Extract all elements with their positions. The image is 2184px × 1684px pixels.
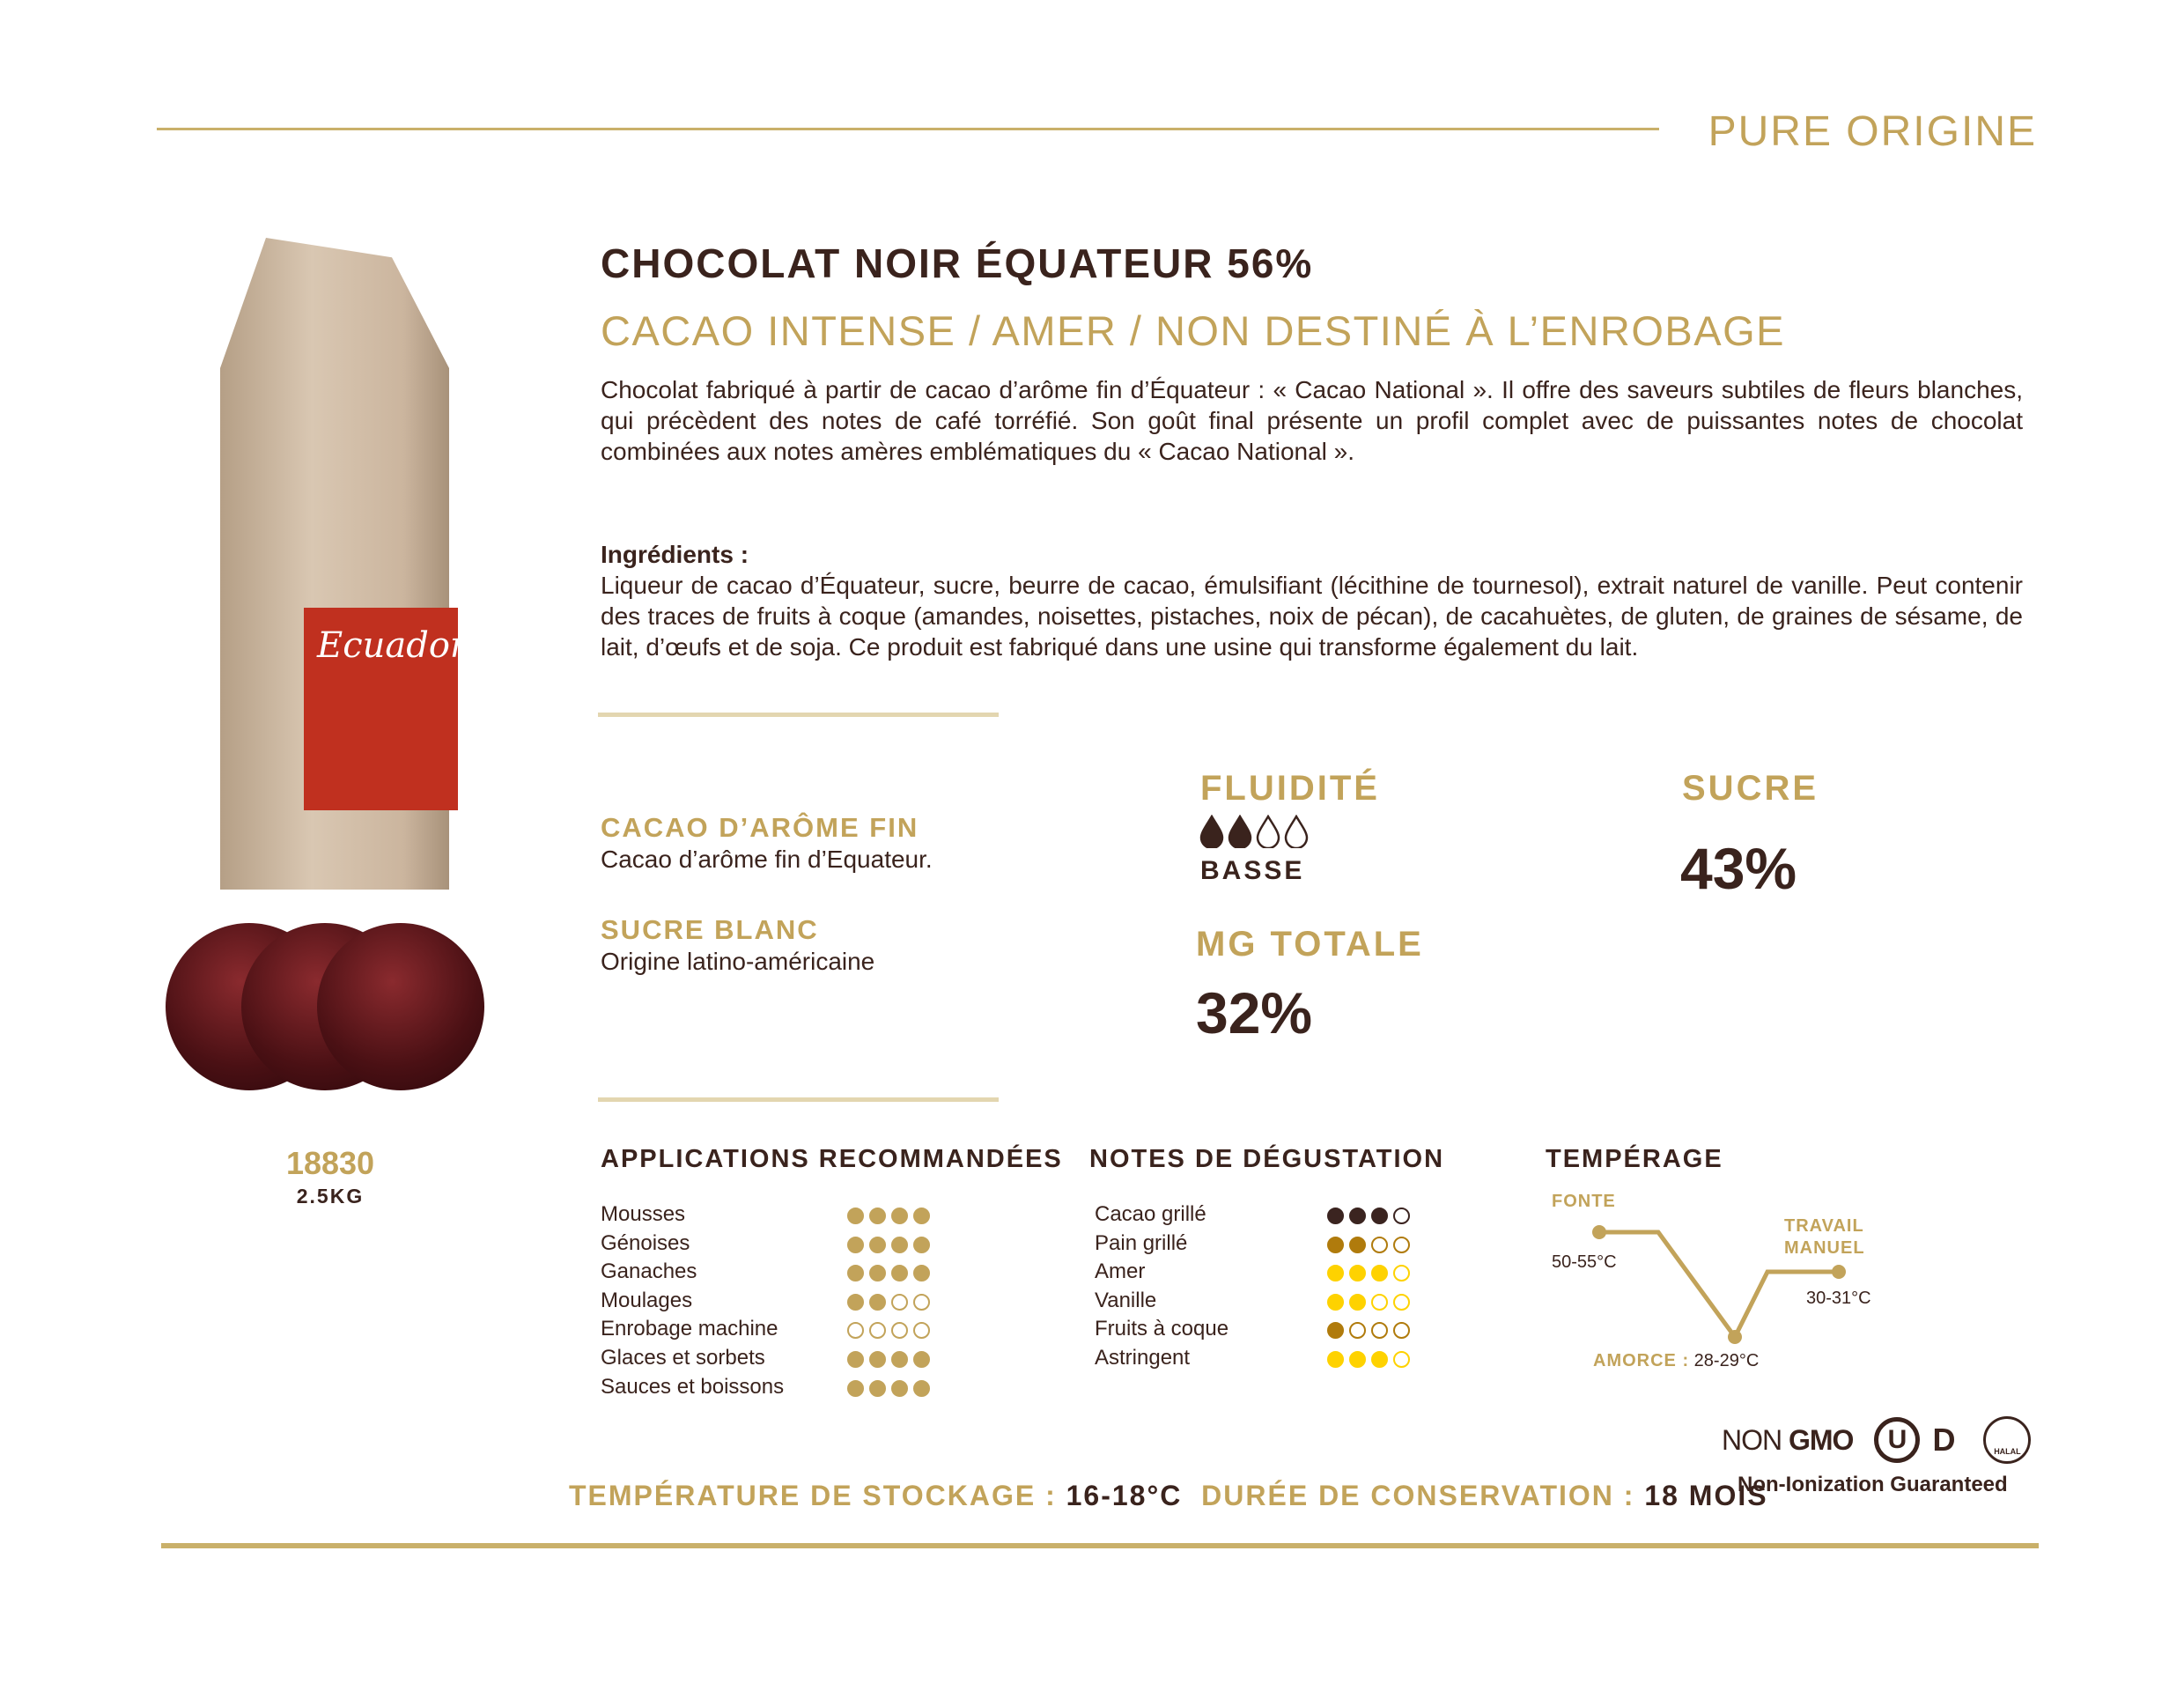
shelf-life-label: DURÉE DE CONSERVATION : [1201, 1480, 1635, 1511]
work-temp: 30-31°C [1806, 1289, 1871, 1308]
filled-dot [891, 1237, 908, 1253]
melt-point [1592, 1225, 1606, 1239]
filled-dot [869, 1294, 886, 1311]
application-label: Ganaches [601, 1259, 697, 1284]
gmo-text: GMO [1789, 1423, 1854, 1456]
filled-dot [1349, 1294, 1366, 1311]
filled-dot [847, 1294, 864, 1311]
kosher-ou-logo: U [1874, 1417, 1920, 1463]
work-point [1832, 1265, 1846, 1279]
filled-dot [1349, 1265, 1366, 1281]
application-rating [847, 1380, 930, 1397]
empty-dot [1371, 1322, 1388, 1339]
filled-dot [1327, 1294, 1344, 1311]
divider [598, 713, 999, 717]
chocolate-pistoles-image [166, 923, 484, 1094]
application-rating [847, 1294, 930, 1311]
empty-dot [1393, 1237, 1410, 1253]
tasting-note-rating [1327, 1322, 1410, 1339]
application-label: Sauces et boissons [601, 1374, 785, 1399]
filled-dot [891, 1351, 908, 1368]
tasting-note-rating [1327, 1294, 1410, 1311]
empty-dot [847, 1322, 864, 1339]
application-rating [847, 1265, 930, 1281]
filled-dot [1327, 1265, 1344, 1281]
empty-dot [1393, 1265, 1410, 1281]
empty-dot [891, 1322, 908, 1339]
filled-dot [913, 1380, 930, 1397]
filled-dot [913, 1265, 930, 1281]
product-description: Chocolat fabriqué à partir de cacao d’arôme fin d’Équateur : « Cacao National ». Il offre des saveurs subtiles de fleurs blanches, qui précèdent des notes de café torréfié. Son goût final présente un profil complet avec de puissantes notes de chocolat combinées aux notes amères emblématiques du « Cacao National ». [601, 376, 2023, 465]
filled-dot [913, 1237, 930, 1253]
empty-dot [869, 1322, 886, 1339]
filled-dot [1349, 1208, 1366, 1224]
filled-dot [1327, 1322, 1344, 1339]
empty-dot [1371, 1294, 1388, 1311]
filled-dot [891, 1380, 908, 1397]
storage-footer [569, 1480, 1768, 1512]
filled-dot [869, 1351, 886, 1368]
seed-label: AMORCE : [1593, 1351, 1690, 1370]
filled-dot [847, 1380, 864, 1397]
application-rating [847, 1208, 930, 1224]
empty-dot [1371, 1237, 1388, 1253]
filled-dot [869, 1380, 886, 1397]
filled-dot [869, 1208, 886, 1224]
application-label: Moulages [601, 1288, 693, 1312]
filled-dot [847, 1208, 864, 1224]
work-label-2: MANUEL [1784, 1238, 1865, 1258]
filled-dot [1327, 1237, 1344, 1253]
filled-dot [869, 1265, 886, 1281]
shelf-life-value: 18 MOIS [1644, 1480, 1768, 1511]
empty-dot [1393, 1294, 1410, 1311]
drop-icon [1199, 815, 1224, 848]
tasting-note-label: Fruits à coque [1095, 1317, 1229, 1341]
halal-logo: HALAL [1983, 1416, 2031, 1464]
tempering-title: TEMPÉRAGE [1546, 1145, 1723, 1173]
seed-temp: 28-29°C [1693, 1351, 1760, 1370]
sugar-type-title: SUCRE BLANC [601, 914, 819, 945]
ingredients-text: Liqueur de cacao d’Équateur, sucre, beurre de cacao, émulsifiant (lécithine de tournesol), extrait naturel de vanille. Peut contenir des traces de fruits à coque (amandes, noisettes, pistaches, noix de pécan), de cacahuètes, de gluten, de graines de sésame, de lait, d’œufs et de soja. Ce produit est fabriqué dans une usine qui transforme également du lait. [601, 572, 2023, 661]
tasting-note-rating [1327, 1351, 1410, 1368]
application-rating [847, 1237, 930, 1253]
tasting-note-label: Cacao grillé [1095, 1202, 1206, 1226]
filled-dot [913, 1351, 930, 1368]
application-rating [847, 1351, 930, 1368]
bottom-rule [161, 1543, 2039, 1548]
cacao-title: CACAO D’ARÔME FIN [601, 812, 919, 843]
empty-dot [913, 1322, 930, 1339]
application-rating [847, 1322, 930, 1339]
non-ionization-label: Non-Ionization Guaranteed [1738, 1473, 2008, 1496]
ingredients-label: Ingrédients : [601, 541, 749, 568]
sugar-type-text: Origine latino-américaine [601, 948, 875, 975]
storage-value: 16-18°C [1066, 1480, 1183, 1511]
tasting-note-label: Vanille [1095, 1288, 1157, 1312]
empty-dot [913, 1294, 930, 1311]
product-title: CHOCOLAT NOIR ÉQUATEUR 56% [601, 240, 1314, 286]
empty-dot [1393, 1351, 1410, 1368]
filled-dot [1327, 1208, 1344, 1224]
filled-dot [1371, 1351, 1388, 1368]
melt-label: FONTE [1552, 1192, 1616, 1211]
fat-title: MG TOTALE [1196, 925, 1424, 964]
top-rule [157, 128, 1659, 130]
cacao-text: Cacao d’arôme fin d’Equateur. [601, 846, 933, 873]
application-label: Enrobage machine [601, 1317, 778, 1341]
seed-point [1728, 1330, 1742, 1344]
bag-label-ecuador: Ecuador [317, 625, 468, 666]
divider [598, 1097, 999, 1102]
filled-dot [869, 1237, 886, 1253]
filled-dot [1371, 1208, 1388, 1224]
product-bag-image [185, 238, 480, 890]
empty-dot [1393, 1208, 1410, 1224]
empty-dot [1393, 1322, 1410, 1339]
tasting-note-label: Pain grillé [1095, 1230, 1188, 1255]
fluidity-title: FLUIDITÉ [1200, 769, 1380, 808]
product-subtitle: CACAO INTENSE / AMER / NON DESTINÉ À L’ENROBAGE [601, 307, 1785, 354]
tasting-note-rating [1327, 1208, 1410, 1224]
drop-icon [1228, 815, 1252, 848]
certification-logos [1722, 1416, 2031, 1464]
sugar-title: SUCRE [1682, 769, 1819, 808]
tempering-curve [1497, 1180, 1937, 1409]
tasting-note-rating [1327, 1237, 1410, 1253]
work-label-1: TRAVAIL [1784, 1216, 1864, 1236]
drop-icon [1256, 815, 1280, 848]
non-gmo-logo: NON [1722, 1423, 1782, 1456]
fluidity-level-text: BASSE [1200, 856, 1305, 885]
filled-dot [1349, 1351, 1366, 1368]
empty-dot [891, 1294, 908, 1311]
melt-temp: 50-55°C [1552, 1252, 1617, 1272]
product-weight: 2.5KG [296, 1185, 365, 1208]
tasting-note-label: Astringent [1095, 1346, 1191, 1370]
notes-title: NOTES DE DÉGUSTATION [1089, 1145, 1445, 1173]
filled-dot [913, 1208, 930, 1224]
fat-value: 32% [1196, 980, 1313, 1045]
applications-title: APPLICATIONS RECOMMANDÉES [601, 1145, 1063, 1173]
filled-dot [1327, 1351, 1344, 1368]
filled-dot [1371, 1265, 1388, 1281]
tasting-note-label: Amer [1095, 1259, 1146, 1284]
filled-dot [891, 1208, 908, 1224]
drop-icon [1284, 815, 1309, 848]
storage-label: TEMPÉRATURE DE STOCKAGE : [569, 1480, 1057, 1511]
application-label: Glaces et sorbets [601, 1346, 765, 1370]
application-label: Mousses [601, 1202, 686, 1226]
filled-dot [847, 1237, 864, 1253]
category-label: PURE ORIGINE [1708, 108, 2037, 155]
kosher-dairy-logo: D [1932, 1422, 1956, 1458]
application-label: Génoises [601, 1230, 690, 1255]
product-code: 18830 [285, 1145, 375, 1181]
tasting-note-rating [1327, 1265, 1410, 1281]
filled-dot [1349, 1237, 1366, 1253]
filled-dot [847, 1351, 864, 1368]
fluidity-drops [1199, 815, 1309, 848]
empty-dot [1349, 1322, 1366, 1339]
filled-dot [847, 1265, 864, 1281]
sugar-value: 43% [1680, 836, 1797, 901]
filled-dot [891, 1265, 908, 1281]
